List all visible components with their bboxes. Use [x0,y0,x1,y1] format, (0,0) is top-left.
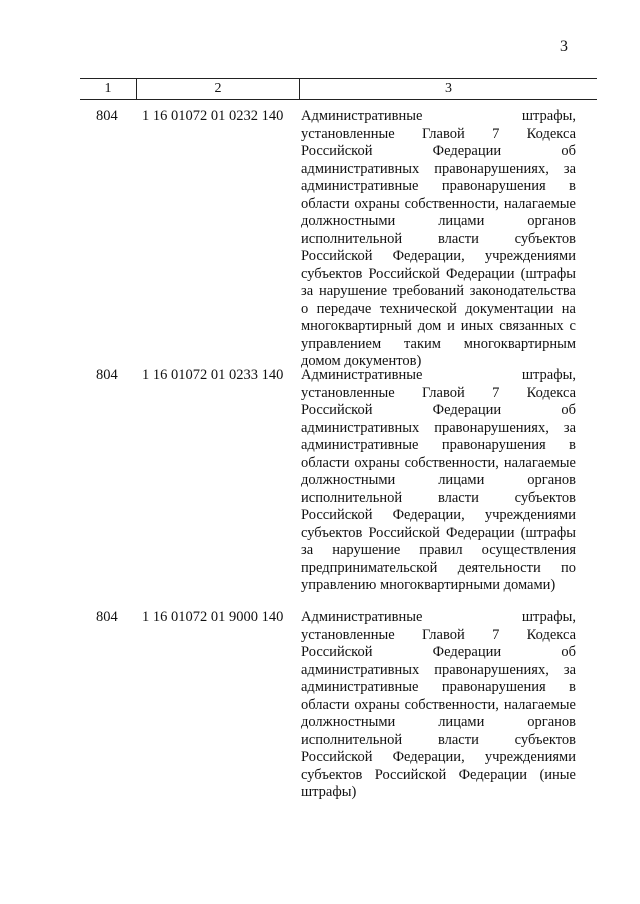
admin-code: 804 [96,108,118,124]
admin-code: 804 [96,367,118,383]
income-description: Административные штрафы, установленные Главой 7 Кодекса Российской Федерации об административных правонарушениях, за административные правонарушения в области охраны собственности, налагаемые должностными лицами органов исполнительной власти субъектов Российской Федерации, учреждениями субъектов Российской Федерации (штрафы за нарушение требований законодательства о передаче технической документации на многоквартирный дом и иных связанных с управлением таким многоквартирным домом документов) [301,108,576,369]
header-col-1: 1 [80,79,137,99]
budget-code: 1 16 01072 01 0233 140 [142,367,284,383]
page-number: 3 [560,38,568,55]
admin-code: 804 [96,609,118,625]
budget-code: 1 16 01072 01 0232 140 [142,108,284,124]
income-description: Административные штрафы, установленные Главой 7 Кодекса Российской Федерации об административных правонарушениях, за административные правонарушения в области охраны собственности, налагаемые должностными лицами органов исполнительной власти субъектов Российской Федерации, учреждениями субъектов Российской Федерации (штрафы за нарушение правил осуществления предпринимательской деятельности по управлению многоквартирными домами) [301,367,576,593]
header-col-3: 3 [445,81,452,96]
table-header [80,78,597,100]
header-col-2: 2 [137,79,300,99]
budget-code: 1 16 01072 01 9000 140 [142,609,284,625]
income-description: Административные штрафы, установленные Главой 7 Кодекса Российской Федерации об административных правонарушениях, за административные правонарушения в области охраны собственности, налагаемые должностными лицами органов исполнительной власти субъектов Российской Федерации, учреждениями субъектов Российской Федерации (иные штрафы) [301,609,576,800]
